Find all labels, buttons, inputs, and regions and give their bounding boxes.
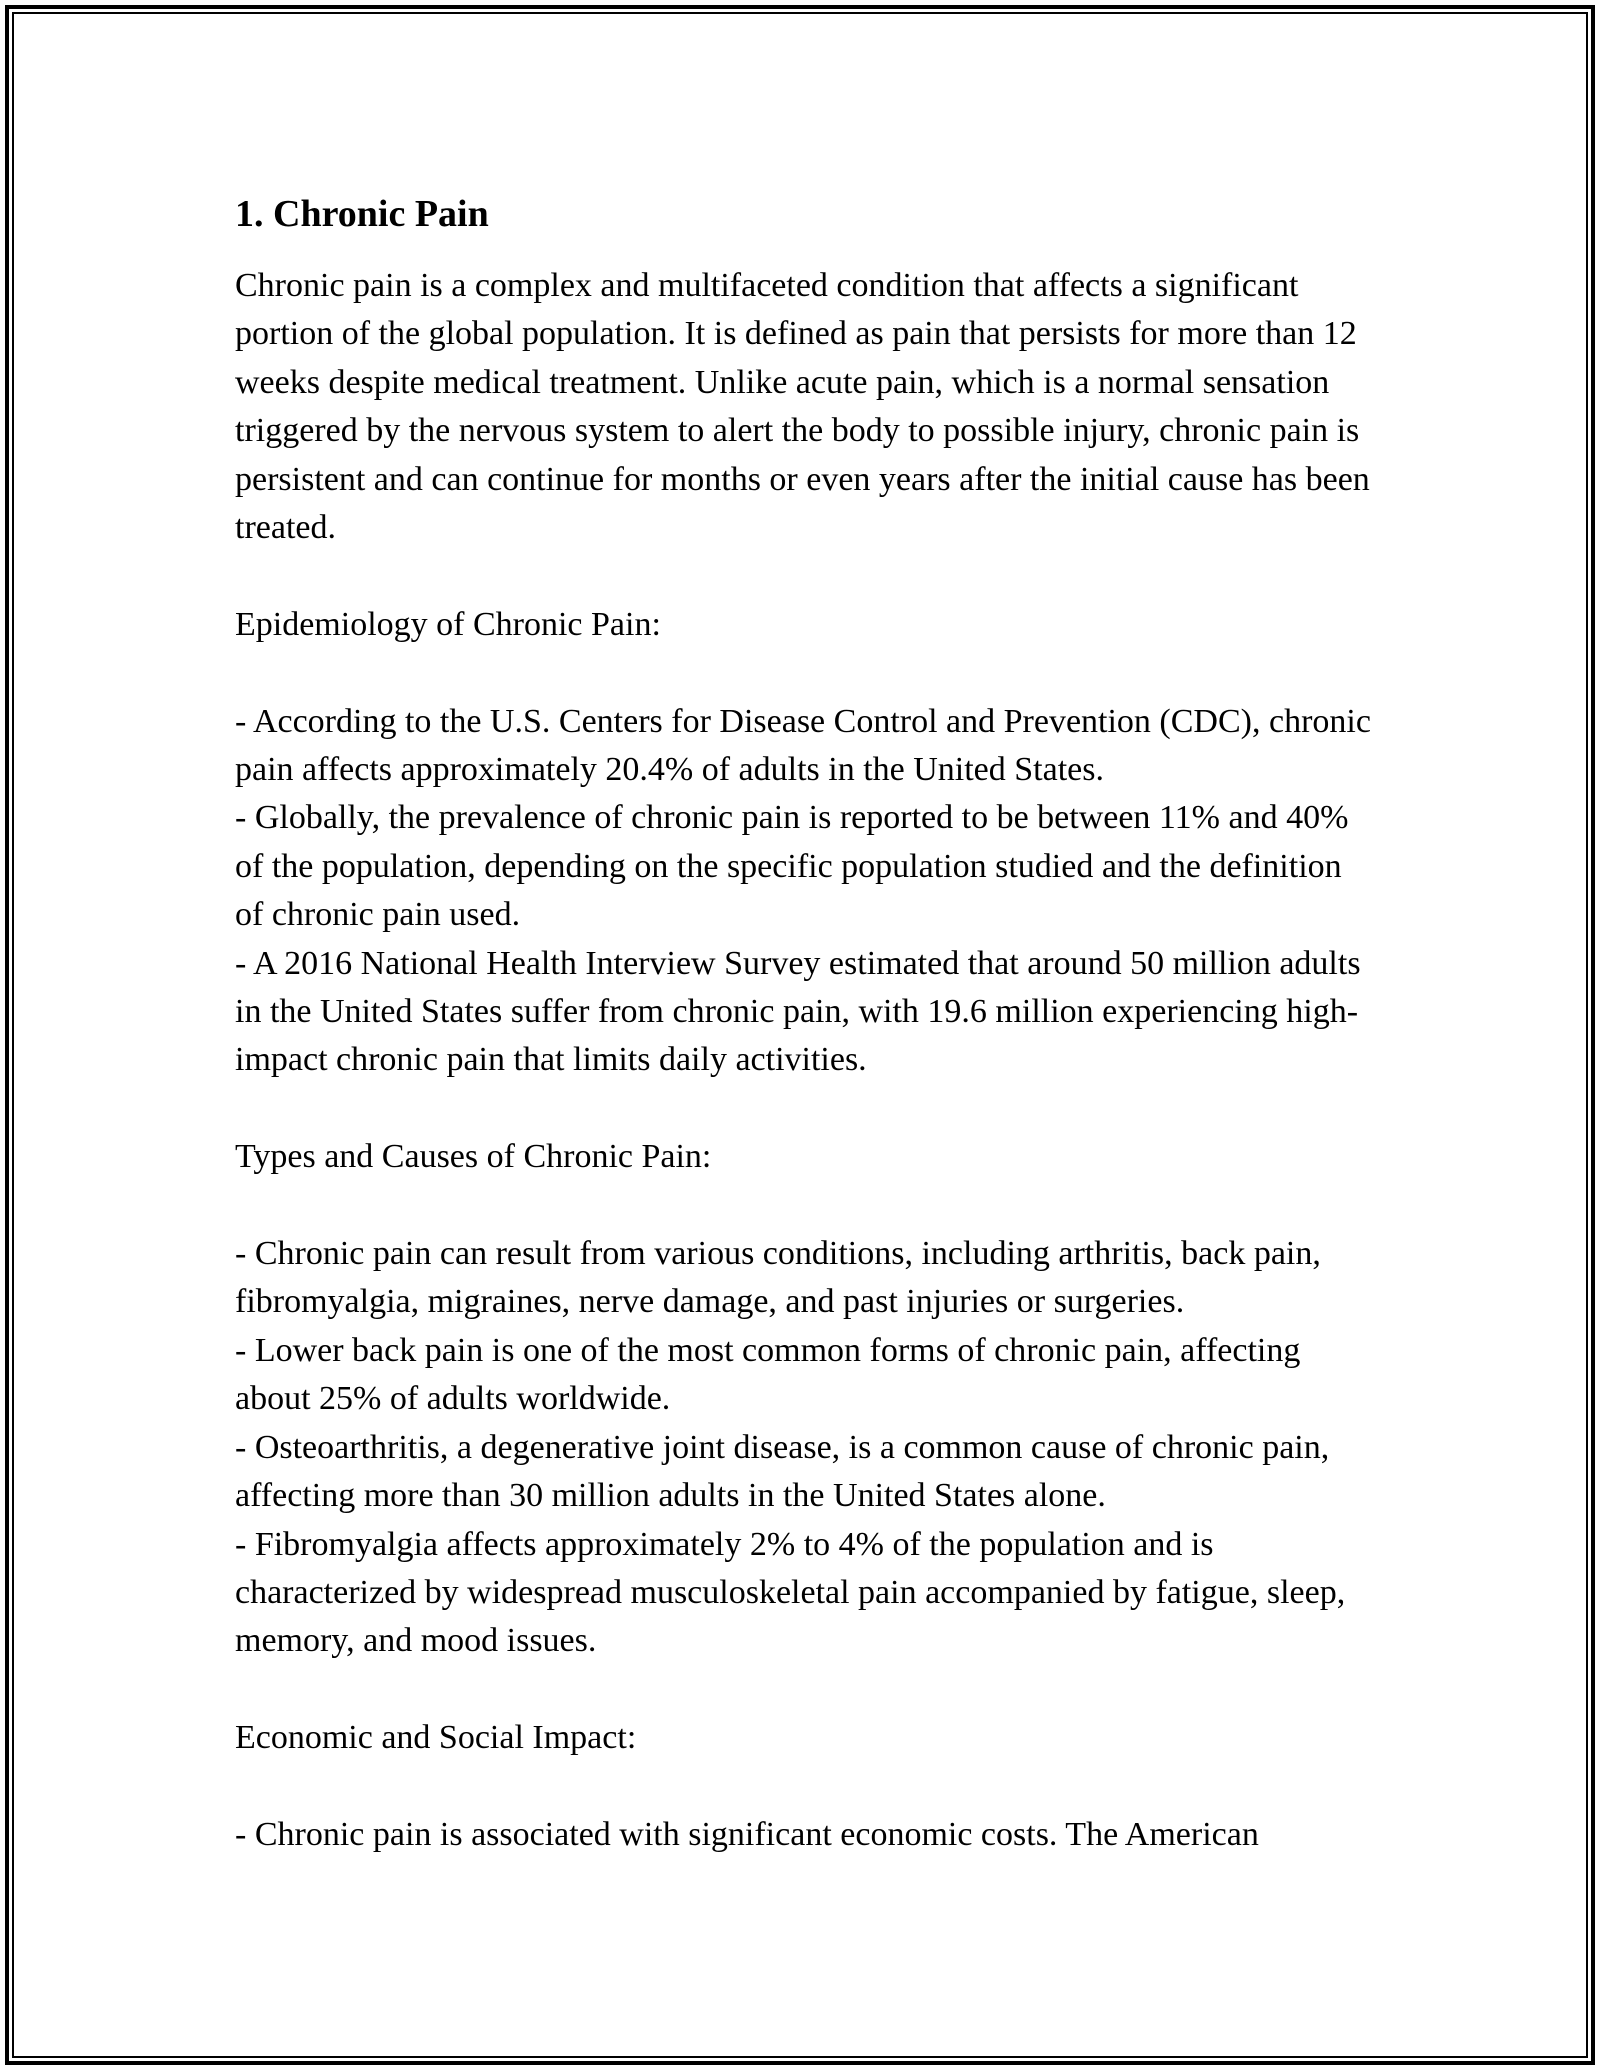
- bullet-item: - Fibromyalgia affects approximately 2% to 4% of the population and is characterized by widespread musculoskeletal pain accompanied by fatigue, sleep, memory, and mood issues.: [235, 1525, 1346, 1660]
- bullet-item: - Globally, the prevalence of chronic pain is reported to be between 11% and 40% of the population, depending on the specific population studied and the definition of chronic pain used.: [235, 799, 1349, 934]
- section-heading-economic-impact: Economic and Social Impact:: [235, 1719, 637, 1757]
- bullet-item: - Osteoarthritis, a degenerative joint disease, is a common cause of chronic pain, affecting more than 30 million adults in the United States alone.: [235, 1428, 1330, 1515]
- bullet-item: - Chronic pain is associated with significant economic costs. The American: [235, 1815, 1259, 1853]
- section-heading-epidemiology: Epidemiology of Chronic Pain:: [235, 605, 661, 643]
- page-title: 1. Chronic Pain: [235, 193, 489, 235]
- section-heading-types-causes: Types and Causes of Chronic Pain:: [235, 1138, 712, 1176]
- bullet-item: - Chronic pain can result from various conditions, including arthritis, back pain, fibromyalgia, migraines, nerve damage, and past injuries or surgeries.: [235, 1235, 1321, 1321]
- bullet-item: - A 2016 National Health Interview Survey estimated that around 50 million adults in the United States suffer from chronic pain, with 19.6 million experiencing high-impact chronic pain that limits daily activities.: [235, 944, 1361, 1079]
- bullet-item: - According to the U.S. Centers for Disease Control and Prevention (CDC), chronic pain affects approximately 20.4% of adults in the United States.: [235, 702, 1371, 789]
- intro-paragraph: Chronic pain is a complex and multifaceted condition that affects a significant portion of the global population. It is defined as pain that persists for more than 12 weeks despite medical treatment. Unlike acute pain, which is a normal sensation triggered by the nervous system to alert the body to possible injury, chronic pain is persistent and can continue for months or even years after the initial cause has been treated.: [235, 267, 1370, 547]
- bullet-item: - Lower back pain is one of the most common forms of chronic pain, affecting about 25% of adults worldwide.: [235, 1331, 1301, 1418]
- document-body: [235, 186, 1375, 1859]
